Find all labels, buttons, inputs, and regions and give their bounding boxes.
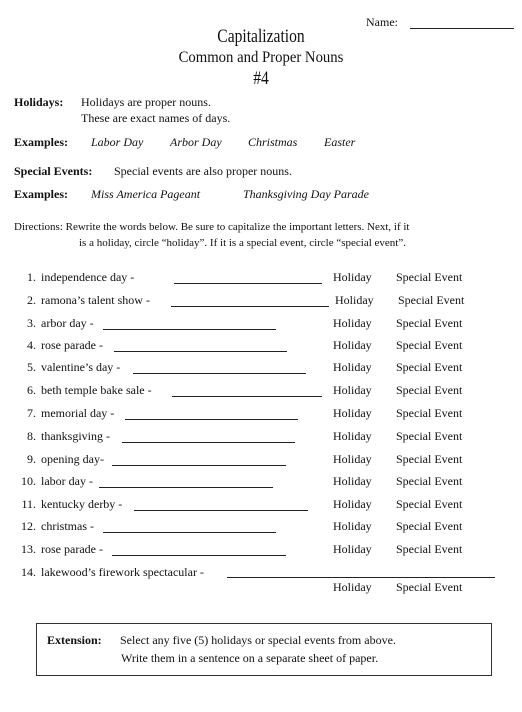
answer-line[interactable] [134, 510, 308, 511]
special-event-option[interactable]: Special Event [396, 580, 463, 594]
special-event-option[interactable]: Special Event [396, 474, 463, 488]
special-event-option[interactable]: Special Event [396, 270, 463, 284]
extension-line2: Write them in a sentence on a separate sheet of paper. [121, 651, 379, 665]
list-item: 12. christmas - [21, 519, 94, 533]
answer-line[interactable] [125, 419, 298, 420]
extension-label: Extension: [47, 633, 102, 647]
list-item: 6. beth temple bake sale - [27, 383, 152, 397]
holiday-option[interactable]: Holiday [333, 406, 372, 420]
list-item: 13. rose parade - [21, 542, 103, 556]
answer-line[interactable] [227, 577, 495, 578]
extension-box [36, 623, 492, 676]
list-item: 9. opening day- [27, 452, 104, 466]
list-item: 10. labor day - [21, 474, 93, 488]
special-event-option[interactable]: Special Event [396, 497, 463, 511]
special-events-text: Special events are also proper nouns. [114, 164, 292, 178]
special-event-option[interactable]: Special Event [396, 519, 463, 533]
page-subtitle: Common and Proper Nouns [178, 49, 344, 66]
examples-label: Examples: [14, 187, 68, 201]
answer-line[interactable] [171, 306, 329, 307]
answer-line[interactable] [103, 532, 276, 533]
special-event-option[interactable]: Special Event [396, 338, 463, 352]
special-event-option[interactable]: Special Event [396, 406, 463, 420]
example-item: Easter [324, 135, 356, 149]
directions [14, 219, 514, 251]
holiday-option[interactable]: Holiday [333, 383, 372, 397]
special-event-option[interactable]: Special Event [396, 429, 463, 443]
list-item: 2. ramona’s talent show - [27, 293, 150, 307]
extension-line1: Select any five (5) holidays or special events from above. [120, 633, 396, 647]
holiday-option[interactable]: Holiday [333, 338, 372, 352]
example-item: Labor Day [91, 135, 144, 149]
worksheet-number: #4 [253, 68, 269, 89]
name-label: Name: [366, 15, 398, 29]
holiday-option[interactable]: Holiday [333, 270, 372, 284]
holiday-option[interactable]: Holiday [333, 519, 372, 533]
holiday-option[interactable]: Holiday [333, 497, 372, 511]
example-item: Miss America Pageant [91, 187, 201, 201]
list-item: 11. kentucky derby - [21, 497, 123, 511]
special-event-option[interactable]: Special Event [396, 316, 463, 330]
example-item: Arbor Day [170, 135, 222, 149]
special-event-option[interactable]: Special Event [396, 383, 463, 397]
example-item: Thanksgiving Day Parade [243, 187, 369, 201]
answer-line[interactable] [172, 396, 322, 397]
list-item: 14. lakewood’s firework spectacular - [21, 565, 204, 579]
answer-line[interactable] [99, 487, 273, 488]
answer-line[interactable] [114, 351, 287, 352]
holiday-option[interactable]: Holiday [335, 293, 374, 307]
holiday-option[interactable]: Holiday [333, 474, 372, 488]
holidays-line2: These are exact names of days. [81, 111, 231, 125]
answer-line[interactable] [112, 465, 286, 466]
list-item: 7. memorial day - [27, 406, 115, 420]
special-event-option[interactable]: Special Event [396, 542, 463, 556]
holidays-line1: Holidays are proper nouns. [81, 95, 211, 109]
holiday-option[interactable]: Holiday [333, 452, 372, 466]
special-event-option[interactable]: Special Event [398, 293, 465, 307]
examples-label: Examples: [14, 135, 68, 149]
list-item: 5. valentine’s day - [27, 360, 121, 374]
list-item: 4. rose parade - [27, 338, 103, 352]
holiday-option[interactable]: Holiday [333, 360, 372, 374]
list-item: 1. independence day - [27, 270, 135, 284]
answer-line[interactable] [133, 373, 306, 374]
list-item: 8. thanksgiving - [27, 429, 110, 443]
page-title: Capitalization [217, 26, 305, 47]
holiday-option[interactable]: Holiday [333, 316, 372, 330]
holidays-label: Holidays: [14, 95, 64, 109]
answer-line[interactable] [103, 329, 276, 330]
answer-line[interactable] [174, 283, 322, 284]
special-event-option[interactable]: Special Event [396, 452, 463, 466]
answer-line[interactable] [122, 442, 295, 443]
directions-line1: Directions: Rewrite the words below. Be sure to capitalize the important letters. Next, if it [14, 221, 410, 233]
example-item: Christmas [248, 135, 298, 149]
holiday-option[interactable]: Holiday [333, 580, 372, 594]
answer-line[interactable] [112, 555, 286, 556]
holiday-option[interactable]: Holiday [333, 542, 372, 556]
special-events-label: Special Events: [14, 164, 93, 178]
holiday-option[interactable]: Holiday [333, 429, 372, 443]
special-event-option[interactable]: Special Event [396, 360, 463, 374]
list-item: 3. arbor day - [27, 316, 94, 330]
directions-line2: is a holiday, circle “holiday”. If it is a special event, circle “special event”. [79, 237, 406, 249]
